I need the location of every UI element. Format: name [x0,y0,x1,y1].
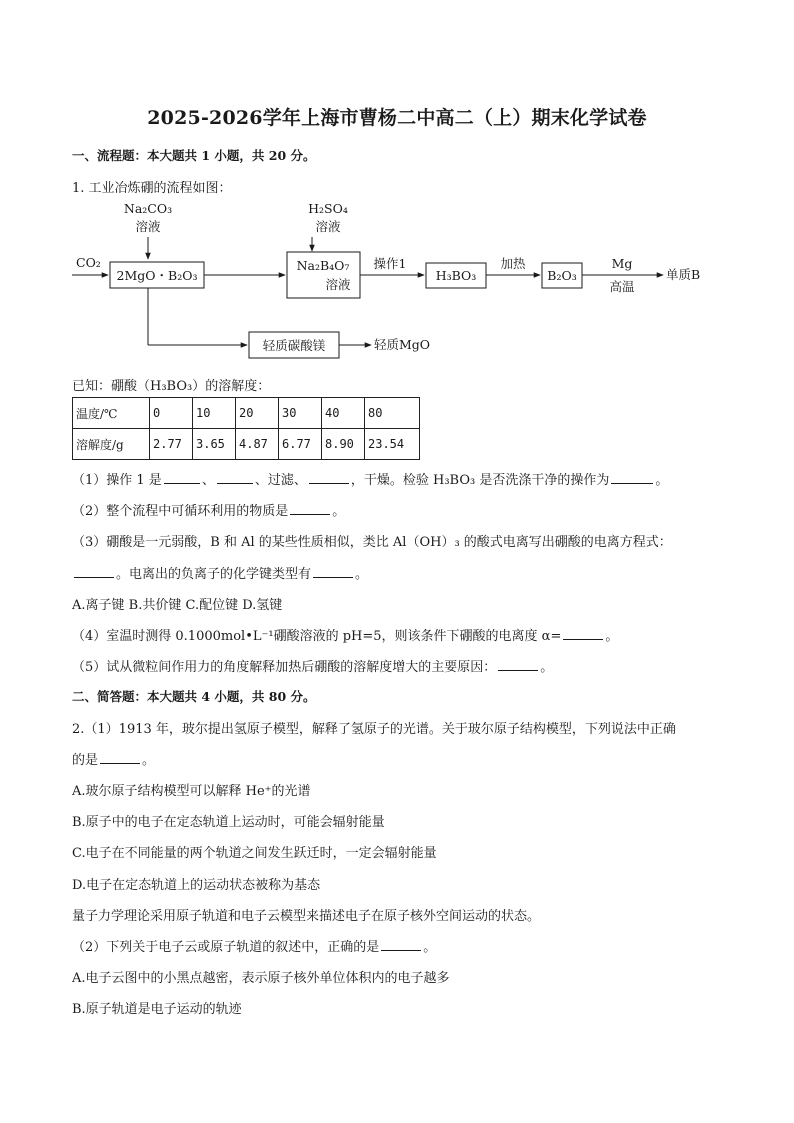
q2-part-2-text: （2）下列关于电子云或原子轨道的叙述中，正确的是 [72,940,380,955]
table-cell: 30 [279,398,322,429]
question-2-text: 的是 [72,753,99,768]
table-cell: 20 [236,398,279,429]
q1-part-2-text: （2）整个流程中可循环利用的物质是 [72,504,289,519]
answer-blank[interactable] [74,565,114,578]
q1-part-4 [72,625,618,644]
answer-blank[interactable] [290,502,330,515]
box-light-magnesium-carbonate-label: 轻质碳酸镁 [262,338,326,353]
answer-blank[interactable] [313,565,353,578]
q1-part-3-continued [72,563,368,582]
q1-part-5 [72,656,553,675]
q2-option-d: D.电子在定态轨道上的运动状态被称为基态 [72,878,321,893]
table-cell: 8.90 [322,429,365,460]
table-cell: 80 [365,398,420,429]
q2-part-2-option-b: B.原子轨道是电子运动的轨迹 [72,1002,242,1017]
answer-blank[interactable] [563,627,603,640]
table-row-temperature [73,398,420,429]
page-title: 2025-2026学年上海市曹杨二中高二（上）期末化学试卷 [147,107,647,129]
answer-blank[interactable] [100,751,140,764]
q2-part-2 [72,936,436,955]
q1-part-1-text: 、 [201,473,215,488]
reagent-na2co3: Na₂CO₃ [123,201,173,216]
table-cell: 10 [193,398,236,429]
product-light-mgo: 轻质MgO [374,337,431,352]
q1-part-5-text: 。 [540,660,554,675]
box-2mgo-b2o3-label: 2MgO・B₂O₃ [116,268,198,283]
answer-blank[interactable] [217,471,253,484]
table-cell: 3.65 [193,429,236,460]
q1-part-2 [72,500,345,519]
box-h3bo3-label: H₃BO₃ [435,268,477,283]
q1-part-1-text: ，干燥。检验 H₃BO₃ 是否洗涤干净的操作为 [350,473,610,488]
q2-option-b: B.原子中的电子在定态轨道上运动时，可能会辐射能量 [72,815,385,830]
q1-part-1-text: 、过滤、 [254,473,307,488]
input-co2: CO₂ [76,255,101,270]
label-heating: 加热 [500,256,526,271]
label-operation-1: 操作1 [373,256,407,271]
table-row-label: 温度/℃ [73,398,150,429]
answer-blank[interactable] [164,471,200,484]
q1-part-4-text: 。 [605,629,619,644]
question-1-stem: 1. 工业冶炼硼的流程如图： [72,181,232,196]
table-cell: 2.77 [150,429,193,460]
q1-part-1-text: 。 [655,473,669,488]
box-na2b4o7-label: Na₂B₄O₇ [296,258,350,273]
q1-part-5-text: （5）试从微粒间作用力的角度解释加热后硼酸的溶解度增大的主要原因： [72,660,497,675]
q1-part-3-text: 。 [355,567,369,582]
product-elemental-boron: 单质B [666,267,701,282]
table-cell: 6.77 [279,429,322,460]
answer-blank[interactable] [498,658,538,671]
reagent-na2co3-solution: 溶液 [135,219,161,234]
q1-part-3-options: A.离子键 B.共价键 C.配位键 D.氢键 [72,598,283,613]
table-cell: 23.54 [365,429,420,460]
table-cell: 40 [322,398,365,429]
question-2-stem-continued [72,749,155,768]
q2-part-2-option-a: A.电子云图中的小黑点越密，表示原子核外单位体积内的电子越多 [72,971,450,986]
label-high-temperature: 高温 [609,279,635,294]
question-2-text: 。 [142,753,156,768]
box-b2o3-label: B₂O₃ [547,268,577,283]
q1-part-1-text: （1）操作 1 是 [72,473,162,488]
box-na2b4o7-solution: 溶液 [325,277,351,292]
q1-part-3: （3）硼酸是一元弱酸，B 和 Al 的某些性质相似，类比 Al（OH）₃ 的酸式电离写出硼酸的电离方程式： [72,535,672,550]
table-cell: 4.87 [236,429,279,460]
reagent-h2so4-solution: 溶液 [315,219,341,234]
solubility-table [72,397,420,460]
label-mg: Mg [611,256,633,271]
known-solubility-intro: 已知：硼酸（H₃BO₃）的溶解度： [72,379,271,394]
q2-part-2-text: 。 [423,940,437,955]
question-2-stem: 2.（1）1913 年，玻尔提出氢原子模型，解释了氢原子的光谱。关于玻尔原子结构模型，下列说法中正确 [72,722,676,737]
process-flow-diagram [60,195,740,365]
q1-part-1 [72,469,668,488]
q1-part-2-text: 。 [332,504,346,519]
answer-blank[interactable] [611,471,653,484]
q2-option-c: C.电子在不同能量的两个轨道之间发生跃迁时，一定会辐射能量 [72,846,437,861]
q1-part-4-text: （4）室温时测得 0.1000mol•L⁻¹硼酸溶液的 pH=5，则该条件下硼酸的电离度 α= [72,629,562,644]
section-heading-2: 二、简答题：本大题共 4 小题，共 80 分。 [72,689,316,704]
q2-info-text: 量子力学理论采用原子轨道和电子云模型来描述电子在原子核外空间运动的状态。 [72,909,541,924]
table-row-label: 溶解度/g [73,429,150,460]
q2-option-a: A.玻尔原子结构模型可以解释 He⁺的光谱 [72,784,311,799]
answer-blank[interactable] [381,938,421,951]
section-heading-1: 一、流程题：本大题共 1 小题，共 20 分。 [72,148,316,163]
reagent-h2so4: H₂SO₄ [308,201,348,216]
table-row-solubility [73,429,420,460]
answer-blank[interactable] [309,471,349,484]
table-cell: 0 [150,398,193,429]
q1-part-3-text: 。电离出的负离子的化学键类型有 [116,567,312,582]
